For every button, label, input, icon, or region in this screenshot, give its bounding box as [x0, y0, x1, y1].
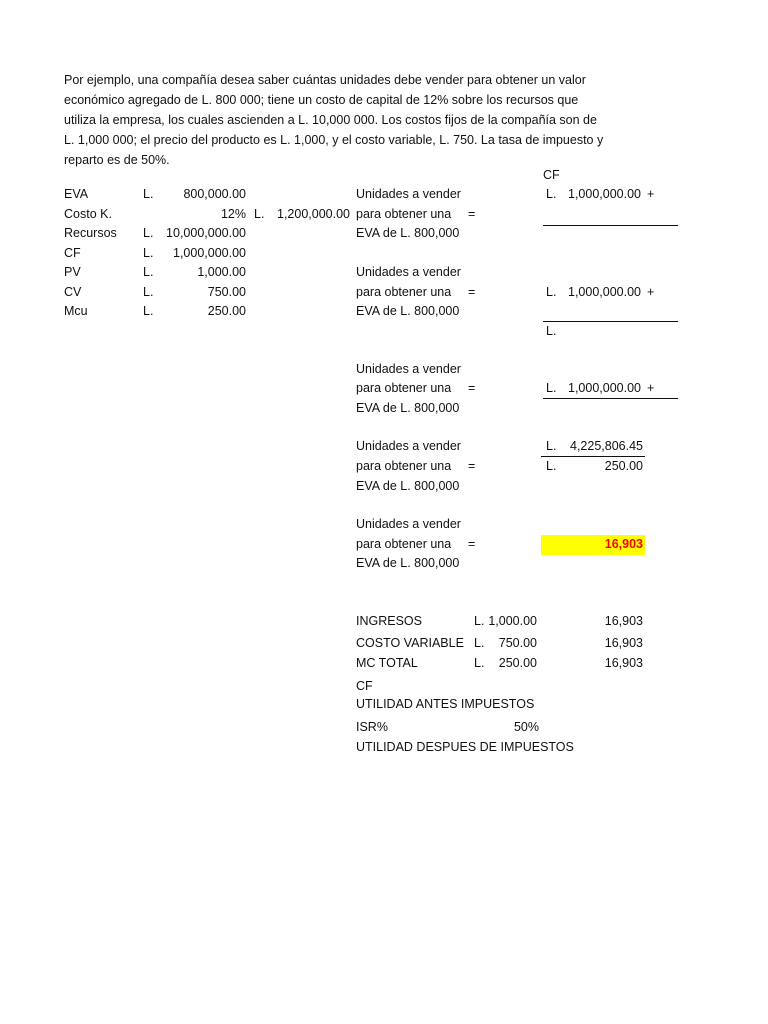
currency-symbol: L. — [474, 656, 485, 670]
formula-label: Unidades a vender — [356, 362, 461, 376]
currency-symbol: L. — [546, 285, 557, 299]
currency-symbol: L. — [143, 226, 154, 240]
formula-label: Unidades a vender — [356, 517, 461, 531]
income-qty: 16,903 — [604, 614, 643, 628]
formula-label: para obtener una — [356, 207, 452, 221]
result-units: 16,903 — [604, 537, 643, 551]
row-label: CF — [64, 246, 81, 260]
fraction-line — [543, 398, 678, 399]
intro-line: reparto es de 50%. — [64, 153, 170, 167]
income-label: UTILIDAD DESPUES DE IMPUESTOS — [356, 740, 574, 754]
formula-label: para obtener una — [356, 537, 452, 551]
fraction-line — [543, 321, 678, 322]
currency-symbol: L. — [143, 285, 154, 299]
numerator-value: 4,225,806.45 — [570, 439, 643, 453]
plus-sign: + — [647, 285, 655, 299]
income-label: COSTO VARIABLE — [356, 636, 464, 650]
row-value: 12% — [220, 207, 246, 221]
formula-label: Unidades a vender — [356, 439, 461, 453]
income-label: MC TOTAL — [356, 656, 418, 670]
income-label: INGRESOS — [356, 614, 422, 628]
row-value: 750.00 — [207, 285, 246, 299]
plus-sign: + — [647, 187, 655, 201]
formula-label: para obtener una — [356, 459, 452, 473]
formula-label: EVA de L. 800,000 — [356, 304, 460, 318]
capital-cost-value: 1,200,000.00 — [277, 207, 350, 221]
currency-symbol: L. — [546, 439, 557, 453]
intro-line: L. 1,000 000; el precio del producto es L. 1,000, y el costo variable, L. 750. La tasa de impuesto y — [64, 133, 604, 147]
income-label: ISR% — [356, 720, 388, 734]
formula-label: Unidades a vender — [356, 265, 461, 279]
currency-symbol: L. — [143, 265, 154, 279]
equals-sign: = — [468, 207, 476, 221]
income-qty: 16,903 — [604, 656, 643, 670]
currency-symbol: L. — [474, 614, 485, 628]
income-label: UTILIDAD ANTES IMPUESTOS — [356, 697, 535, 711]
plus-sign: + — [647, 381, 655, 395]
equals-sign: = — [468, 381, 476, 395]
formula-label: EVA de L. 800,000 — [356, 479, 460, 493]
tax-rate: 50% — [513, 720, 539, 734]
numerator-value: 1,000,000.00 — [568, 381, 641, 395]
income-unit-value: 750.00 — [498, 636, 537, 650]
row-value: 1,000.00 — [197, 265, 246, 279]
currency-symbol: L. — [546, 187, 557, 201]
income-label: CF — [356, 679, 373, 693]
row-value: 1,000,000.00 — [173, 246, 246, 260]
formula-label: EVA de L. 800,000 — [356, 556, 460, 570]
formula-label: para obtener una — [356, 285, 452, 299]
row-value: 10,000,000.00 — [166, 226, 246, 240]
numerator-value: 1,000,000.00 — [568, 187, 641, 201]
intro-paragraph — [64, 70, 624, 170]
currency-symbol: L. — [546, 381, 557, 395]
formula-label: Unidades a vender — [356, 187, 461, 201]
intro-line: utiliza la empresa, los cuales ascienden a L. 10,000 000. Los costos fijos de la compañía son de — [64, 113, 597, 127]
intro-line: Por ejemplo, una compañía desea saber cuántas unidades debe vender para obtener un valor — [64, 73, 586, 87]
currency-symbol: L. — [546, 324, 557, 338]
formula-label: EVA de L. 800,000 — [356, 401, 460, 415]
row-label: PV — [64, 265, 81, 279]
row-label: EVA — [64, 187, 89, 201]
row-label: CV — [64, 285, 82, 299]
formula-label: EVA de L. 800,000 — [356, 226, 460, 240]
equals-sign: = — [468, 459, 476, 473]
row-label: Mcu — [64, 304, 88, 318]
income-qty: 16,903 — [604, 636, 643, 650]
numerator-value: 1,000,000.00 — [568, 285, 641, 299]
formula-label: para obtener una — [356, 381, 452, 395]
row-value: 250.00 — [207, 304, 246, 318]
income-unit-value: 250.00 — [498, 656, 537, 670]
currency-symbol: L. — [546, 459, 557, 473]
currency-symbol: L. — [143, 187, 154, 201]
equals-sign: = — [468, 537, 476, 551]
denominator-value: 250.00 — [604, 459, 643, 473]
intro-line: económico agregado de L. 800 000; tiene un costo de capital de 12% sobre los recursos que — [64, 93, 579, 107]
equals-sign: = — [468, 285, 476, 299]
fraction-line — [543, 225, 678, 226]
currency-symbol: L. — [474, 636, 485, 650]
row-label: Costo K. — [64, 207, 112, 221]
currency-symbol: L. — [143, 246, 154, 260]
income-unit-value: 1,000.00 — [488, 614, 537, 628]
row-value: 800,000.00 — [183, 187, 246, 201]
row-label: Recursos — [64, 226, 117, 240]
currency-symbol: L. — [143, 304, 154, 318]
currency-symbol: L. — [254, 207, 265, 221]
cf-header: CF — [543, 168, 560, 182]
